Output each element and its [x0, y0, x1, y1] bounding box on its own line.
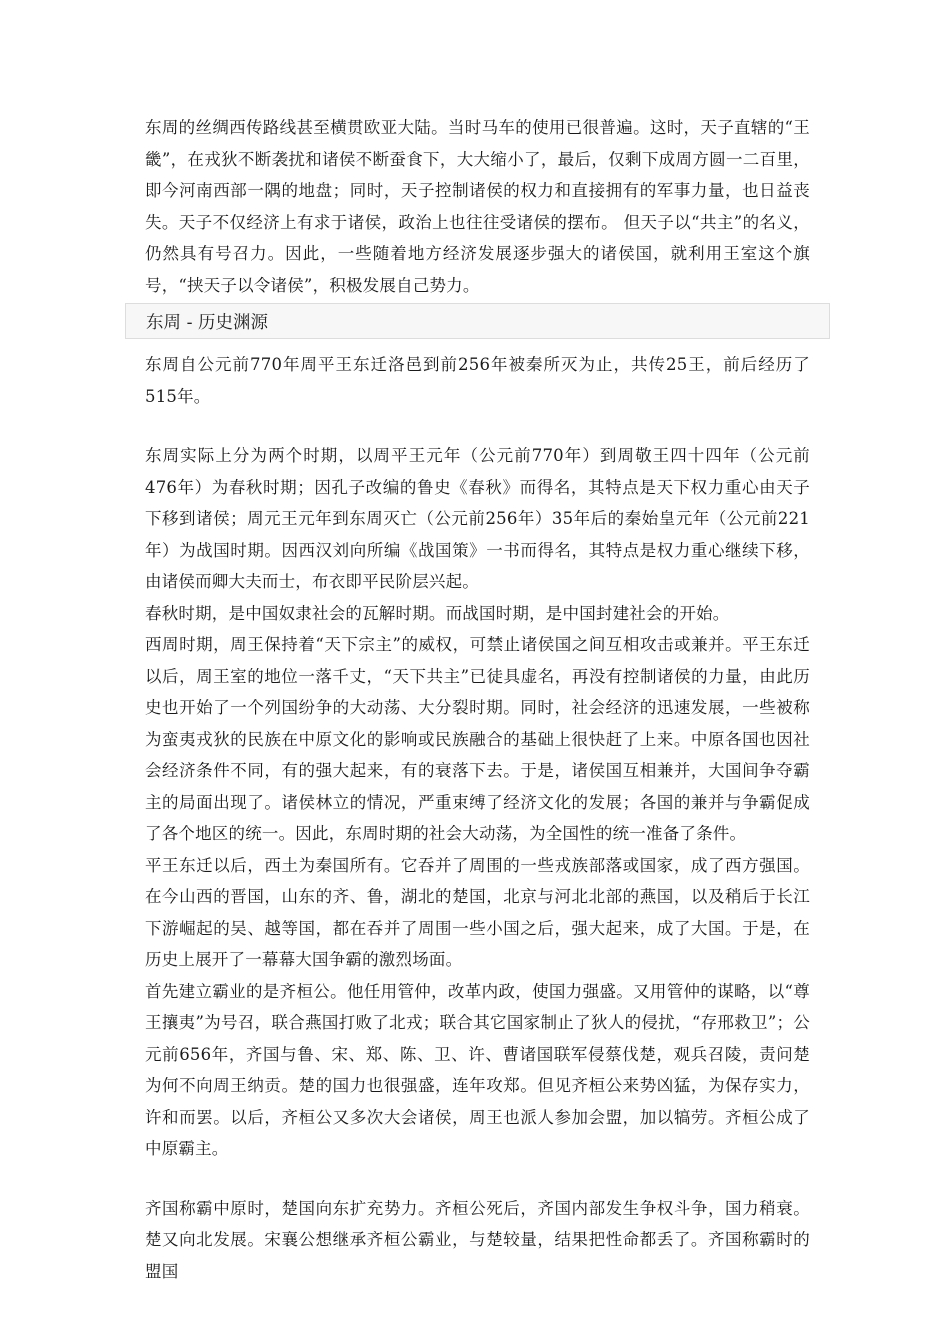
paragraph-gap: [145, 412, 810, 440]
section-title: 东周 - 历史渊源: [146, 312, 269, 333]
paragraph-western-zhou: 西周时期，周王保持着“天下宗主”的威权，可禁止诸侯国之间互相攻击或兼并。平王东迁以后，周王室的地位一落千丈，“天下共主”已徒具虚名，再没有控制诸侯的力量，由此历史也开始了一个列国纷争的大动荡、大分裂时期。同时，社会经济的迅速发展，一些被称为蛮夷戎狄的民族在中原文化的影响或民族融合的基础上很快赶了上来。中原各国也因社会经济条件不同，有的强大起来，有的衰落下去。于是，诸侯国互相兼并，大国间争夺霸主的局面出现了。诸侯林立的情况，严重束缚了经济文化的发展；各国的兼并与争霸促成了各个地区的统一。因此，东周时期的社会大动荡，为全国性的统一准备了条件。: [145, 635, 810, 843]
paragraph-states-rise: 平王东迁以后，西土为秦国所有。它吞并了周围的一些戎族部落或国家，成了西方强国。在今山西的晋国，山东的齐、鲁，湖北的楚国，北京与河北北部的燕国，以及稍后于长江下游崛起的吴、越等国，都在吞并了周围一些小国之后，强大起来，成了大国。于是，在历史上展开了一幕幕大国争霸的激烈场面。: [145, 855, 810, 969]
section-header: [125, 303, 830, 339]
paragraph-silk-road: 东周的丝绸西传路线甚至横贯欧亚大陆。当时马车的使用已很普遍。这时，天子直辖的“王畿”，在戎狄不断袭扰和诸侯不断蚕食下，大大缩小了，最后，仅剩下成周方圆一二百里，即今河南西部一隅的地盘；同时，天子控制诸侯的权力和直接拥有的军事力量，也日益丧失。天子不仅经济上有求于诸侯，政治上也往往受诸侯的摆布。 但天子以“共主”的名义，仍然具有号召力。因此，一些随着地方经济发展逐步强大的诸侯国，就利用王室这个旗号，“挟天子以令诸侯”，积极发展自己势力。: [145, 118, 810, 295]
paragraph-gap: [145, 1165, 810, 1193]
paragraph-duration: 东周自公元前770年周平王东迁洛邑到前256年被秦所灭为止，共传25王，前后经历了515年。: [145, 355, 810, 406]
article-body: [145, 112, 810, 1287]
paragraph-chu-expansion: 齐国称霸中原时，楚国向东扩充势力。齐桓公死后，齐国内部发生争权斗争，国力稍衰。楚又向北发展。宋襄公想继承齐桓公霸业，与楚较量，结果把性命都丢了。齐国称霸时的盟国: [145, 1198, 810, 1281]
paragraph-periods: 东周实际上分为两个时期，以周平王元年（公元前770年）到周敬王四十四年（公元前476年）为春秋时期；因孔子改编的鲁史《春秋》而得名，其特点是天下权力重心由天子下移到诸侯；周元王元年到东周灭亡（公元前256年）35年后的秦始皇元年（公元前221年）为战国时期。因西汉刘向所编《战国策》一书而得名，其特点是权力重心继续下移，由诸侯而卿大夫而士，布衣即平民阶层兴起。: [145, 446, 810, 591]
paragraph-society: 春秋时期，是中国奴隶社会的瓦解时期。而战国时期，是中国封建社会的开始。: [145, 603, 730, 623]
paragraph-qi-huangong: 首先建立霸业的是齐桓公。他任用管仲，改革内政，使国力强盛。又用管仲的谋略，以“尊王攘夷”为号召，联合燕国打败了北戎；联合其它国家制止了狄人的侵扰，“存邢救卫”；公元前656年，齐国与鲁、宋、郑、陈、卫、许、曹诸国联军侵蔡伐楚，观兵召陵，责问楚为何不向周王纳贡。楚的国力也很强盛，连年攻郑。但见齐桓公来势凶猛，为保存实力，许和而罢。以后，齐桓公又多次大会诸侯，周王也派人参加会盟，加以犒劳。齐桓公成了中原霸主。: [145, 981, 810, 1158]
